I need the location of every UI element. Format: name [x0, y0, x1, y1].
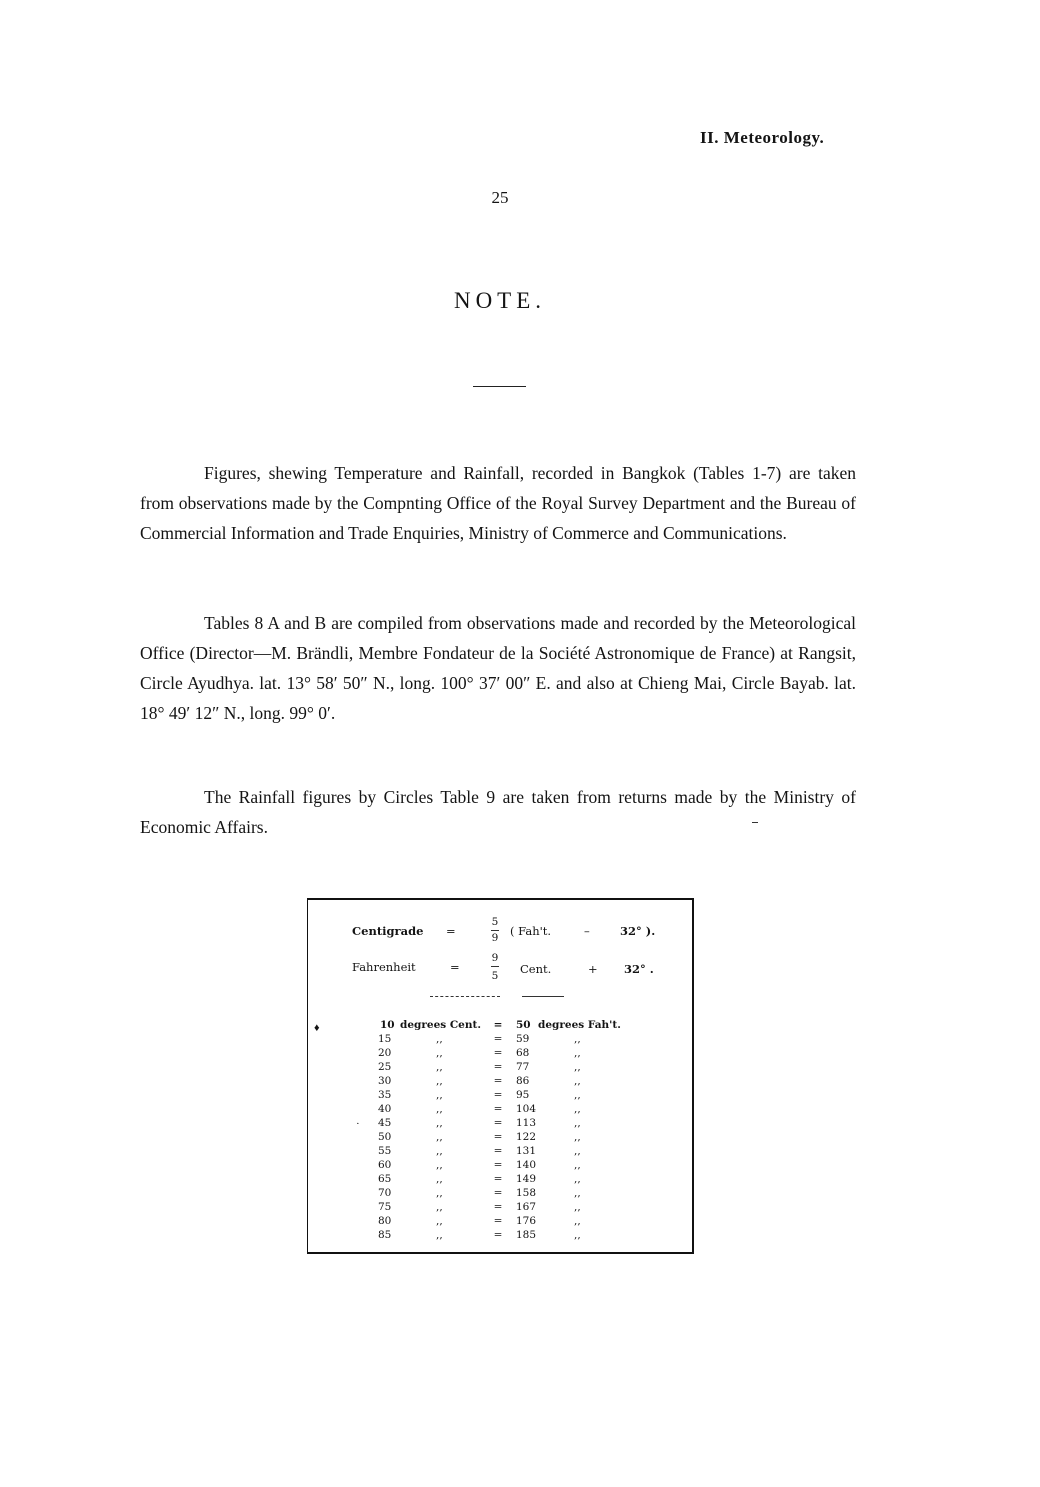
fahrenheit-value: 131 [516, 1145, 537, 1157]
celsius-unit: ,, [436, 1103, 443, 1115]
fahrenheit-unit: ,, [574, 1229, 581, 1241]
equals-sign: = [493, 1215, 503, 1227]
formula-fahrenheit-label: Fahrenheit [352, 960, 416, 974]
table-row [308, 1102, 692, 1116]
equals-sign: = [493, 1131, 503, 1143]
fahrenheit-value: 113 [516, 1117, 537, 1129]
fahrenheit-value: 185 [516, 1229, 537, 1241]
formula-fahrenheit-operator: + [588, 962, 598, 976]
fahrenheit-value: 122 [516, 1131, 537, 1143]
margin-dot: · [356, 1118, 360, 1130]
title-rule [473, 386, 526, 387]
fahrenheit-unit: ,, [574, 1201, 581, 1213]
celsius-unit: ,, [436, 1173, 443, 1185]
equals-sign: = [493, 1089, 503, 1101]
table-row [308, 1130, 692, 1144]
table-row [308, 1046, 692, 1060]
celsius-value: 45 [378, 1117, 392, 1129]
table-row [308, 1074, 692, 1088]
fahrenheit-value: 149 [516, 1173, 537, 1185]
fahrenheit-unit: ,, [574, 1173, 581, 1185]
fahrenheit-unit: ,, [574, 1033, 581, 1045]
table-row [308, 1032, 692, 1046]
fahrenheit-value: 158 [516, 1187, 537, 1199]
fahrenheit-unit: ,, [574, 1047, 581, 1059]
fahrenheit-unit: ,, [574, 1145, 581, 1157]
formula-fahrenheit-denominator: 5 [491, 970, 499, 982]
equals-sign: = [493, 1201, 503, 1213]
equals-sign: = [493, 1187, 503, 1199]
formula-centigrade-numerator: 5 [491, 916, 499, 928]
celsius-value: 25 [378, 1061, 392, 1073]
page-number: 25 [491, 188, 509, 207]
fahrenheit-unit: ,, [574, 1215, 581, 1227]
celsius-value: 15 [378, 1033, 392, 1045]
fahrenheit-value: 59 [516, 1033, 530, 1045]
celsius-value: 30 [378, 1075, 392, 1087]
table-row [308, 1144, 692, 1158]
paragraph-meteorological-office: Tables 8 A and B are compiled from observations made and recorded by the Meteorological Office (Director—M. Brändli, Membre Fondateur de la Société Astronomique de France) at Rangsit, Circle Ayudhya. lat. 13° 58′ 50″ N., long. 100° 37′ 00″ E. and also at Chieng Mai, Circle Bayab. lat. 18° 49′ 12″ N., long. 99° 0′. [140, 613, 856, 723]
table-row [308, 1060, 692, 1074]
fahrenheit-value: 140 [516, 1159, 537, 1171]
formula-centigrade-term: ( Fah't. [510, 924, 552, 938]
fahrenheit-value: 86 [516, 1075, 530, 1087]
table-row [308, 1186, 692, 1200]
table-row [308, 1200, 692, 1214]
table-row [308, 1158, 692, 1172]
celsius-unit: ,, [436, 1201, 443, 1213]
table-row [308, 1116, 692, 1130]
conversion-table [308, 1018, 692, 1242]
separator-rule-right [522, 996, 564, 997]
temperature-conversion-box [307, 898, 694, 1254]
formula-centigrade-constant: 32° ). [620, 924, 656, 938]
celsius-unit: ,, [436, 1047, 443, 1059]
margin-mark: ♦ [314, 1022, 320, 1034]
table-row [308, 1228, 692, 1242]
formula-fahrenheit-numerator: 9 [491, 952, 499, 964]
celsius-value: 75 [378, 1201, 392, 1213]
celsius-value: 65 [378, 1173, 392, 1185]
fahrenheit-value: 104 [516, 1103, 537, 1115]
formula-fahrenheit-constant: 32° . [624, 962, 654, 976]
celsius-unit: ,, [436, 1229, 443, 1241]
celsius-value: 85 [378, 1229, 392, 1241]
celsius-value: 20 [378, 1047, 392, 1059]
celsius-unit: ,, [436, 1117, 443, 1129]
formula-fahrenheit-equals: = [450, 960, 460, 974]
fahrenheit-unit: ,, [574, 1089, 581, 1101]
equals-sign: = [493, 1047, 503, 1059]
celsius-unit: ,, [436, 1131, 443, 1143]
equals-sign: = [493, 1075, 503, 1087]
fahrenheit-unit: ,, [574, 1187, 581, 1199]
celsius-unit: ,, [436, 1159, 443, 1171]
fahrenheit-unit: ,, [574, 1061, 581, 1073]
table-row [308, 1214, 692, 1228]
celsius-value: 35 [378, 1089, 392, 1101]
stray-mark [752, 822, 758, 823]
formula-centigrade-denominator: 9 [491, 932, 499, 944]
table-row [308, 1172, 692, 1186]
celsius-value: 70 [378, 1187, 392, 1199]
fahrenheit-unit: ,, [574, 1117, 581, 1129]
equals-sign: = [493, 1229, 503, 1241]
formula-centigrade-label: Centigrade [352, 924, 424, 938]
separator-rule-left [430, 996, 500, 997]
equals-sign: = [493, 1061, 503, 1073]
celsius-value: 80 [378, 1215, 392, 1227]
fahrenheit-value: 167 [516, 1201, 537, 1213]
celsius-unit: ,, [436, 1215, 443, 1227]
celsius-unit: ,, [436, 1075, 443, 1087]
equals-sign: = [493, 1033, 503, 1045]
equals-sign: = [493, 1159, 503, 1171]
running-head: II. Meteorology. [700, 128, 825, 147]
celsius-unit: ,, [436, 1089, 443, 1101]
fahrenheit-unit: ,, [574, 1103, 581, 1115]
celsius-value: 60 [378, 1159, 392, 1171]
celsius-unit: ,, [436, 1033, 443, 1045]
table-row [308, 1018, 692, 1032]
celsius-unit: ,, [436, 1145, 443, 1157]
formula-centigrade-equals: = [446, 924, 456, 938]
celsius-value: 50 [378, 1131, 392, 1143]
paragraph-rainfall-by-circles: The Rainfall figures by Circles Table 9 are taken from returns made by the Ministry of Economic Affairs. [140, 787, 856, 837]
equals-sign: = [493, 1103, 503, 1115]
paragraph-temperature-rainfall-sources: Figures, shewing Temperature and Rainfall, recorded in Bangkok (Tables 1-7) are taken from observations made by the Compnting Office of the Royal Survey Department and the Bureau of Commercial Information and Trade Enquiries, Ministry of Commerce and Communications. [140, 463, 856, 543]
celsius-unit: ,, [436, 1061, 443, 1073]
fahrenheit-unit: ,, [574, 1075, 581, 1087]
equals-sign: = [493, 1145, 503, 1157]
equals-sign: = [493, 1117, 503, 1129]
celsius-value: 40 [378, 1103, 392, 1115]
fahrenheit-unit: ,, [574, 1131, 581, 1143]
celsius-unit: ,, [436, 1187, 443, 1199]
fahrenheit-value: 176 [516, 1215, 537, 1227]
equals-sign: = [493, 1019, 503, 1031]
formula-fahrenheit-fraction-bar [491, 966, 499, 967]
celsius-value: 10 [380, 1019, 395, 1031]
fahrenheit-value: 95 [516, 1089, 530, 1101]
page-title: NOTE. [453, 288, 547, 313]
fahrenheit-value: 50 [516, 1019, 531, 1031]
equals-sign: = [493, 1173, 503, 1185]
celsius-unit: degrees Cent. [400, 1019, 482, 1031]
fahrenheit-value: 68 [516, 1047, 530, 1059]
fahrenheit-unit: degrees Fah't. [538, 1019, 621, 1031]
formula-fahrenheit-term: Cent. [520, 962, 552, 976]
fahrenheit-value: 77 [516, 1061, 530, 1073]
formula-centigrade-fraction-bar [491, 930, 499, 931]
formula-centigrade-operator: – [584, 924, 590, 938]
fahrenheit-unit: ,, [574, 1159, 581, 1171]
celsius-value: 55 [378, 1145, 392, 1157]
table-row [308, 1088, 692, 1102]
